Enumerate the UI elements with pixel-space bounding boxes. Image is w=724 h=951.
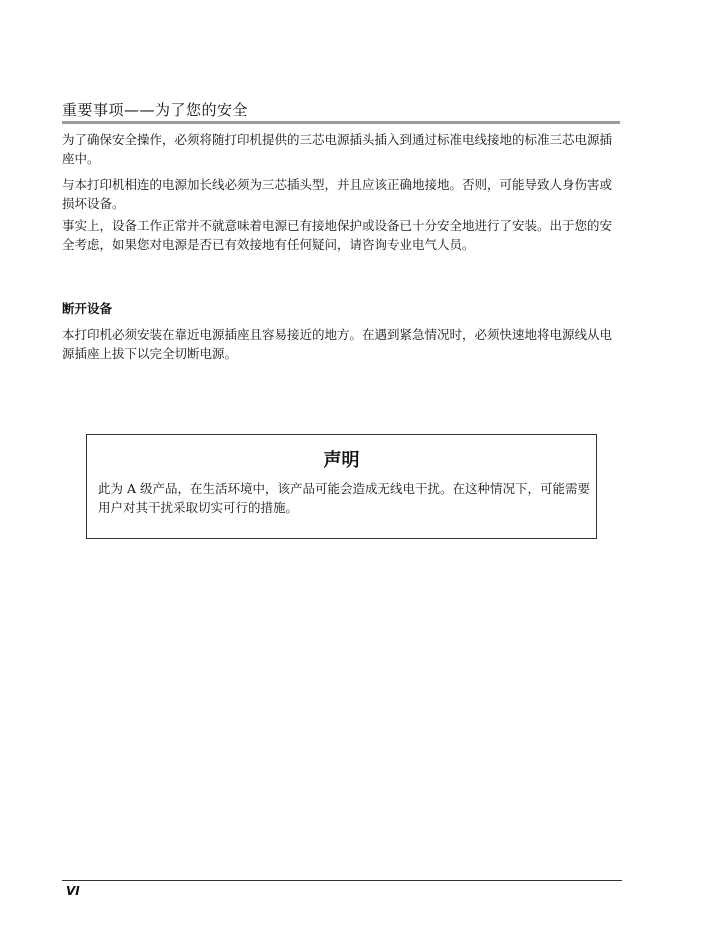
safety-paragraph-1: 为了确保安全操作，必须将随打印机提供的三芯电源插头插入到通过标准电线接地的标准三芯电源插座中。: [62, 132, 613, 166]
notice-title: 声明: [323, 450, 360, 471]
disconnect-title: 断开设备: [62, 301, 113, 316]
disconnect-paragraph: 本打印机必须安装在靠近电源插座且容易接近的地方。在遇到紧急情况时，必须快速地将电源线从电源插座上拔下以完全切断电源。: [62, 327, 613, 361]
section-title: 重要事项——为了您的安全: [62, 101, 249, 119]
footer-rule: [62, 880, 622, 881]
notice-box: [86, 434, 597, 539]
safety-paragraph-2: 与本打印机相连的电源加长线必须为三芯插头型，并且应该正确地接地。否则，可能导致人身伤害或损坏设备。: [62, 177, 613, 211]
safety-paragraph-3: 事实上，设备工作正常并不就意味着电源已有接地保护或设备已十分安全地进行了安装。出于您的安全考虑，如果您对电源是否已有效接地有任何疑问，请咨询专业电气人员。: [62, 218, 613, 252]
page-number: VI: [66, 884, 80, 898]
title-underline: [62, 121, 620, 124]
notice-text: 此为 A 级产品，在生活环境中，该产品可能会造成无线电干扰。在这种情况下，可能需要用户对其干扰采取切实可行的措施。: [98, 481, 590, 515]
